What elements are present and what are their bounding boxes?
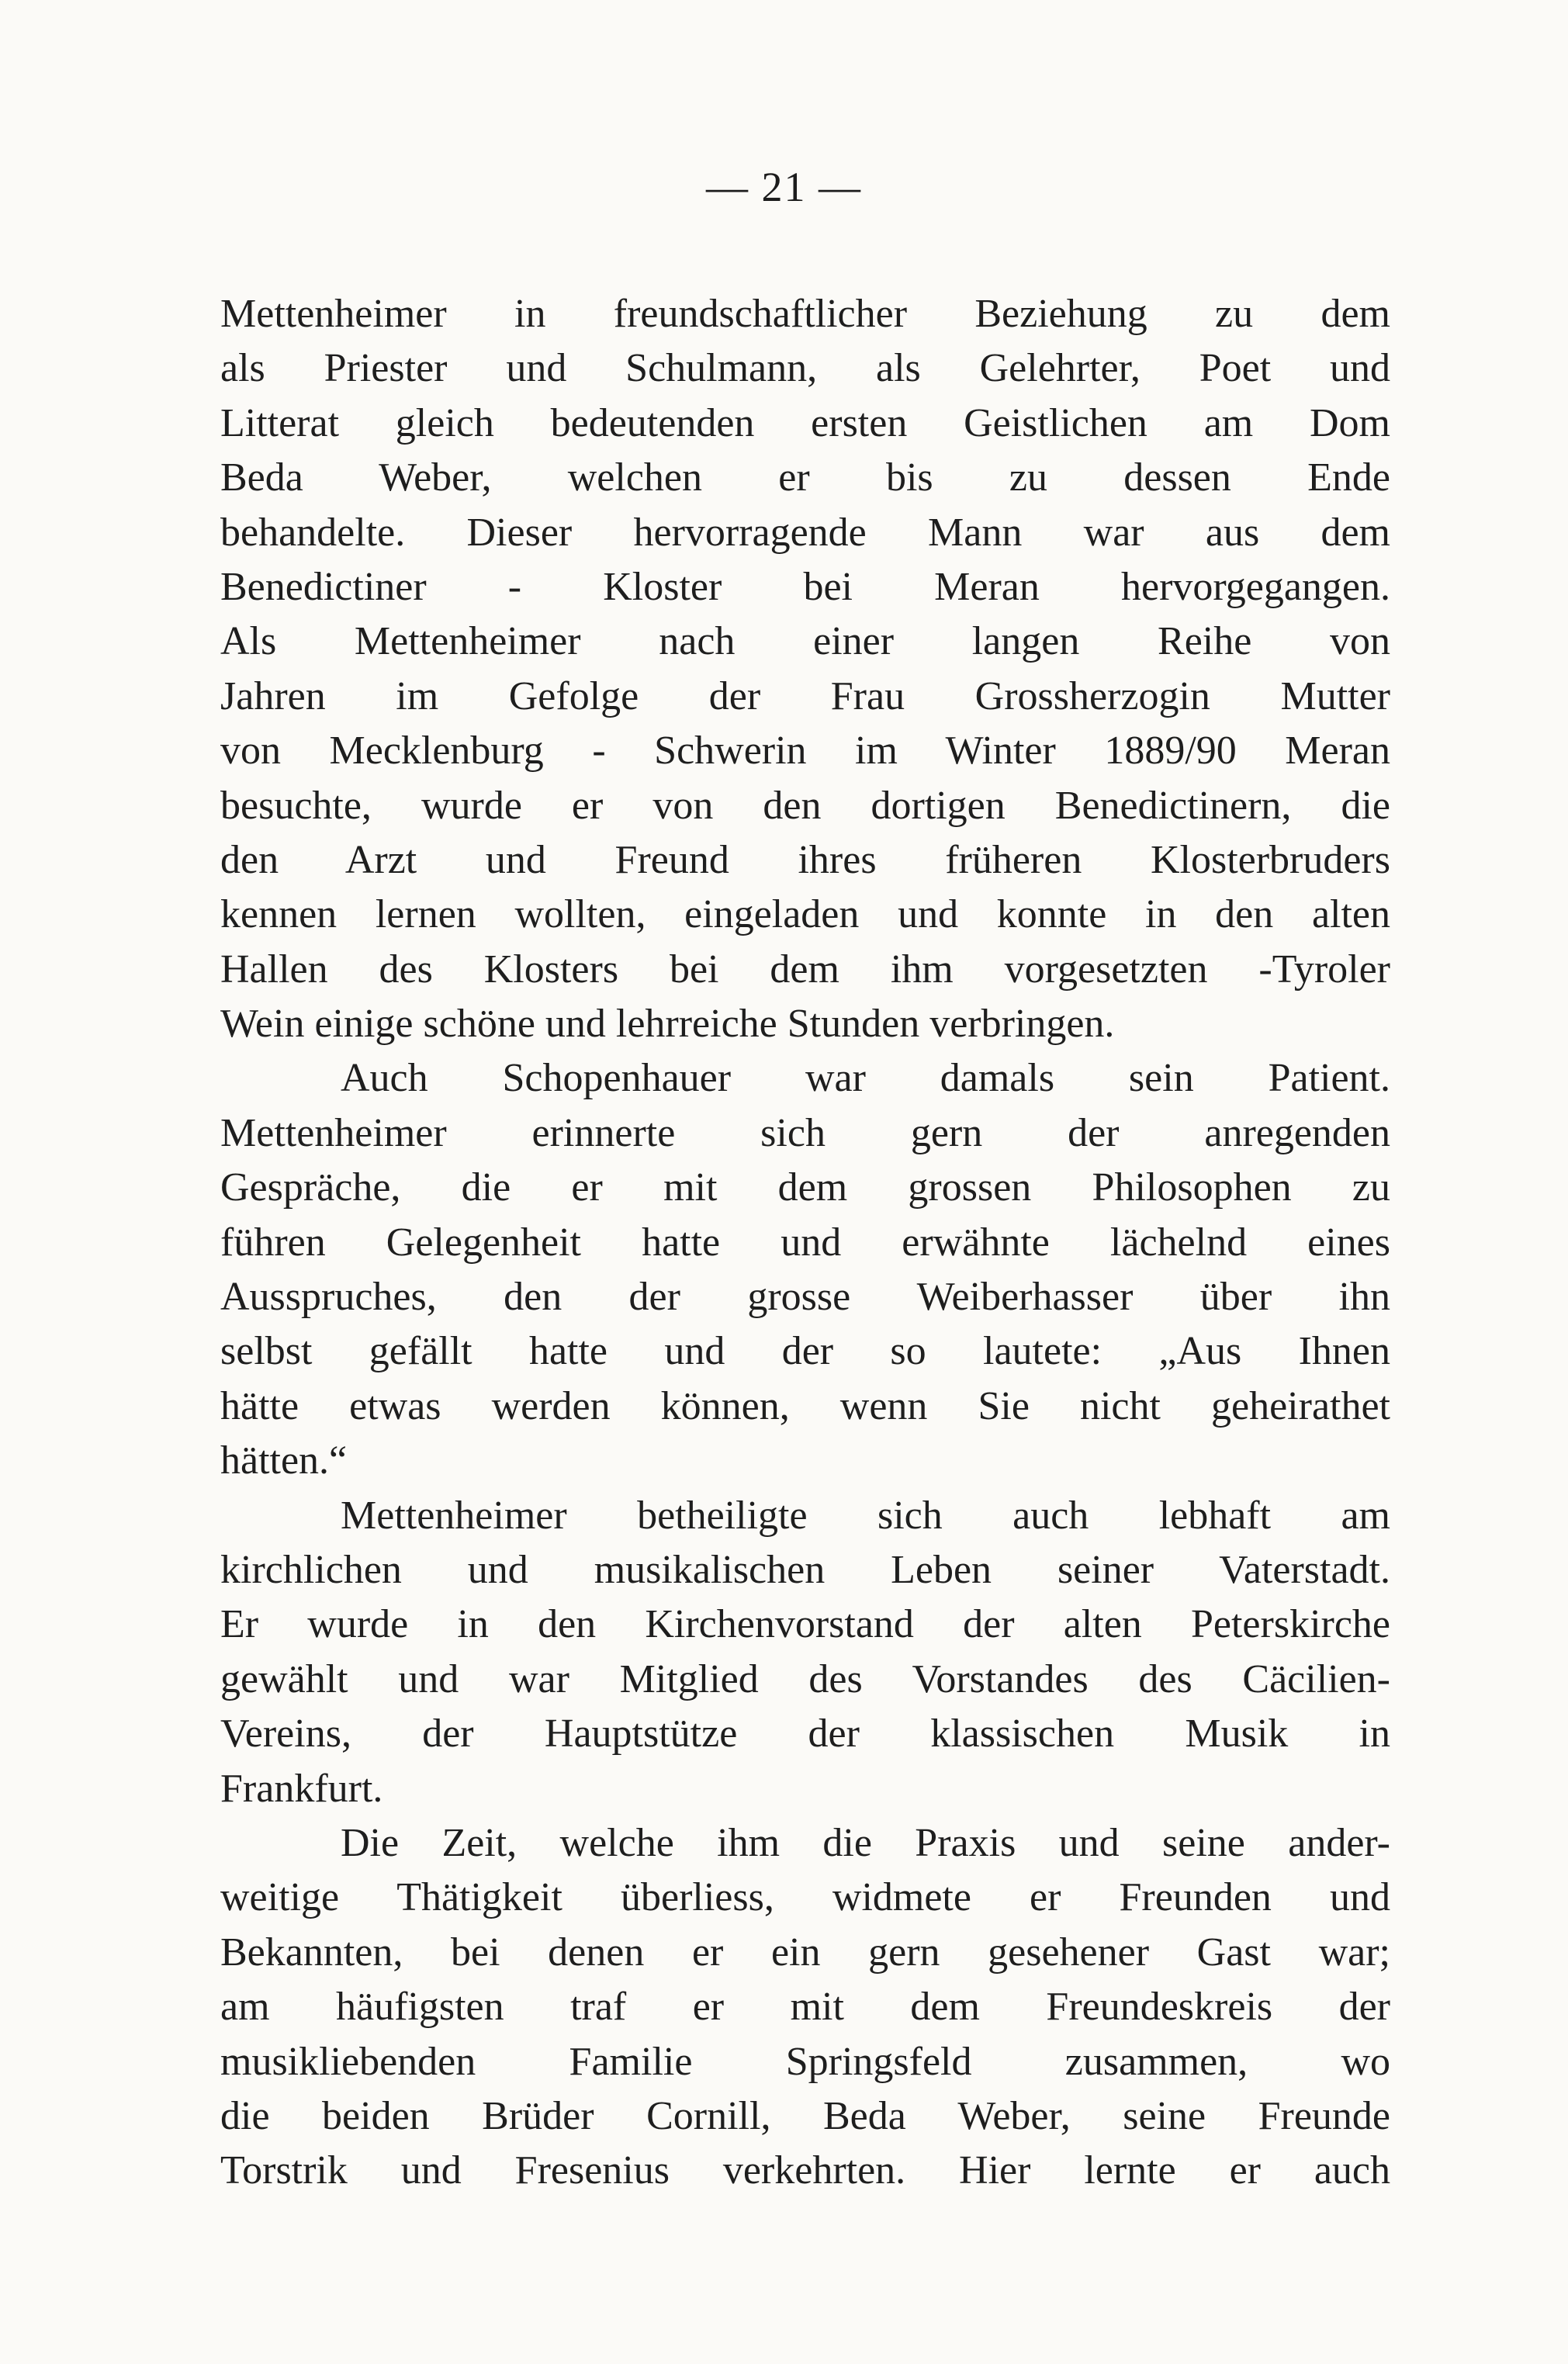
- text-line: führen Gelegenheit hatte und erwähnte lächelnd eines: [220, 1220, 1390, 1265]
- text-line: Ausspruches, den der grosse Weiberhasser über ihn: [220, 1275, 1390, 1320]
- text-line: gewählt und war Mitglied des Vorstandes des Cäcilien-: [220, 1656, 1390, 1701]
- text-line: Mettenheimer betheiligte sich auch lebhaft am: [341, 1493, 1390, 1538]
- text-line: Die Zeit, welche ihm die Praxis und seine ander-: [341, 1820, 1390, 1865]
- text-line: kennen lernen wollten, eingeladen und konnte in den alten: [220, 892, 1390, 937]
- text-line: als Priester und Schulmann, als Gelehrter, Poet und: [220, 346, 1390, 391]
- text-line: besuchte, wurde er von den dortigen Benedictinern, die: [220, 783, 1390, 828]
- text-line: Benedictiner - Kloster bei Meran hervorgegangen.: [220, 564, 1390, 609]
- text-line: hätte etwas werden können, wenn Sie nicht geheirathet: [220, 1383, 1390, 1428]
- text-line: Mettenheimer in freundschaftlicher Beziehung zu dem: [220, 292, 1390, 336]
- text-line: Mettenheimer erinnerte sich gern der anregenden: [220, 1110, 1390, 1155]
- text-line: von Mecklenburg - Schwerin im Winter 1889/90 Meran: [220, 729, 1390, 774]
- text-line: behandelte. Dieser hervorragende Mann war aus dem: [220, 510, 1390, 555]
- body-text: [220, 287, 1390, 2199]
- text-line: Bekannten, bei denen er ein gern gesehener Gast war;: [220, 1930, 1390, 1975]
- text-line: Beda Weber, welchen er bis zu dessen Ende: [220, 455, 1390, 500]
- text-line: den Arzt und Freund ihres früheren Klosterbruders: [220, 837, 1390, 882]
- text-line: Gespräche, die er mit dem grossen Philosophen zu: [220, 1165, 1390, 1210]
- text-line: Wein einige schöne und lehrreiche Stunden verbringen.: [220, 1002, 1115, 1047]
- text-line: Litterat gleich bedeutenden ersten Geistlichen am Dom: [220, 400, 1390, 445]
- text-line: die beiden Brüder Cornill, Beda Weber, seine Freunde: [220, 2093, 1390, 2138]
- text-line: Als Mettenheimer nach einer langen Reihe von: [220, 619, 1390, 664]
- text-line: am häufigsten traf er mit dem Freundeskreis der: [220, 1985, 1390, 2030]
- text-line: musikliebenden Familie Springsfeld zusammen, wo: [220, 2039, 1390, 2084]
- text-line: Torstrik und Fresenius verkehrten. Hier lernte er auch: [220, 2148, 1390, 2193]
- text-line: kirchlichen und musikalischen Leben seiner Vaterstadt.: [220, 1547, 1390, 1592]
- text-line: selbst gefällt hatte und der so lautete: „Aus Ihnen: [220, 1329, 1390, 1374]
- text-line: Jahren im Gefolge der Frau Grossherzogin Mutter: [220, 673, 1390, 718]
- text-line: Er wurde in den Kirchenvorstand der alten Peterskirche: [220, 1602, 1390, 1647]
- text-line: Auch Schopenhauer war damals sein Patient.: [341, 1056, 1390, 1101]
- text-line: weitige Thätigkeit überliess, widmete er Freunden und: [220, 1875, 1390, 1920]
- text-line: hätten.“: [220, 1438, 348, 1483]
- text-line: Hallen des Klosters bei dem ihm vorgesetzten -Tyroler: [220, 947, 1390, 992]
- text-line: Frankfurt.: [220, 1766, 383, 1811]
- page-number: — 21 —: [706, 164, 862, 210]
- text-line: Vereins, der Hauptstütze der klassischen Musik in: [220, 1712, 1390, 1757]
